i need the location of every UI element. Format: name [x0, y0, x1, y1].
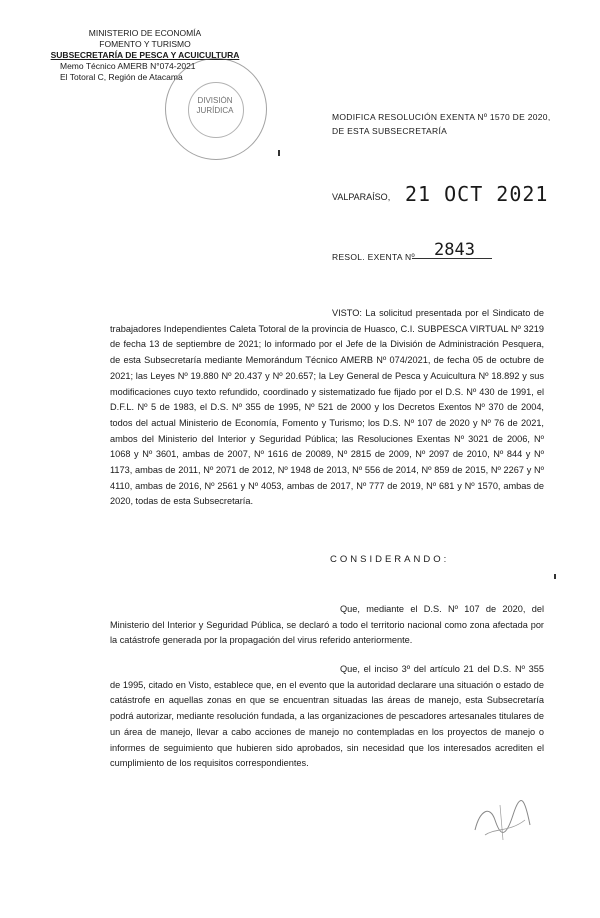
considerando-paragraph-2: Que, el inciso 3º del artículo 21 del D.S. Nº 355 de 1995, citado en Visto, establece que, en el evento que la autoridad declarare una situación o estado de catástrofe en aquellas zonas en que se encuentran situadas las áreas de manejo, esta Subsecretaría podrá autorizar, mediante resolución fundada, a las organizaciones de pescadores artesanales titulares de un área de manejo, llevar a cabo acciones de manejo no contempladas en los proyectos de manejo o informes de seguimiento que hubieren sido aprobados, sin necesidad que los interesados acrediten el cumplimiento de los requisitos correspondientes.: [110, 664, 544, 769]
memo-reference: Memo Técnico AMERB N°074-2021: [60, 61, 196, 71]
document-place: VALPARAÍSO,: [332, 192, 391, 202]
resolution-number: 2843: [434, 240, 475, 260]
ministry-name: MINISTERIO DE ECONOMÍA: [88, 28, 202, 38]
signature-initials: [465, 790, 545, 850]
considerando-paragraph-1: Que, mediante el D.S. Nº 107 de 2020, del Ministerio del Interior y Seguridad Pública, se declaró a todo el territorio nacional como zona afectada por la catástrofe generada por la propagación del virus referido anteriormente.: [110, 604, 544, 646]
stray-mark-right: [554, 574, 556, 579]
seal-text: [190, 96, 240, 116]
stray-mark: [278, 150, 280, 156]
resolution-label: RESOL. EXENTA Nº: [332, 252, 415, 262]
location-reference: El Totoral C, Región de Atacama: [60, 72, 183, 82]
visto-paragraph: VISTO: La solicitud presentada por el Sindicato de trabajadores Independientes Caleta Totoral de la provincia de Huasco, C.I. SUBPESCA VIRTUAL Nº 3219 de fecha 13 de septiembre de 2021; lo informado por el Jefe de la División de Administración Pesquera, de esta Subsecretaría mediante Memorándum Técnico AMERB Nº 074/2021, de fecha 05 de octubre de 2021; las Leyes Nº 19.880 Nº 20.437 y Nº 20.657; la Ley General de Pesca y Acuicultura Nº 18.892 y sus modificaciones cuyo texto refundido, coordinado y sistematizado fue fijado por el D.S. Nº 430 de 1991, el D.F.L. Nº 5 de 1983, el D.S. Nº 355 de 1995, Nº 521 de 2000 y los Decretos Exentos Nº 370 de 2004, todos del actual Ministerio de Economía, Fomento y Turismo; los D.S. Nº 107 de 2020 y Nº 76 de 2021, ambos del Ministerio del Interior y Seguridad Pública; las Resoluciones Exentas Nº 3021 de 2006, Nº 1068 y Nº 3601, ambas de 2007, Nº 1616 de 20089, Nº 2815 de 2009, Nº 2097 de 2010, Nº 844 y Nº 1173, ambas de 2011, Nº 2071 de 2012, Nº 1948 de 2013, Nº 556 de 2014, Nº 859 de 2015, Nº 2267 y Nº 4110, ambas de 2016, Nº 2561 y Nº 4053, ambas de 2017, Nº 777 de 2019, Nº 681 y Nº 1570, ambas de 2020, todas de esta Subsecretaría.: [110, 308, 544, 507]
document-date-stamp: 21 OCT 2021: [405, 182, 549, 206]
ministry-subname: FOMENTO Y TURISMO: [99, 39, 191, 49]
seal-text-line2: JURÍDICA: [196, 106, 234, 115]
considerando-heading: CONSIDERANDO:: [330, 554, 450, 565]
document-subject: MODIFICA RESOLUCIÓN EXENTA Nº 1570 DE 2020, DE ESTA SUBSECRETARÍA: [332, 112, 551, 136]
seal-text-line1: DIVISIÓN: [197, 96, 233, 105]
subsecretariat-name: SUBSECRETARÍA DE PESCA Y ACUICULTURA: [50, 50, 240, 60]
